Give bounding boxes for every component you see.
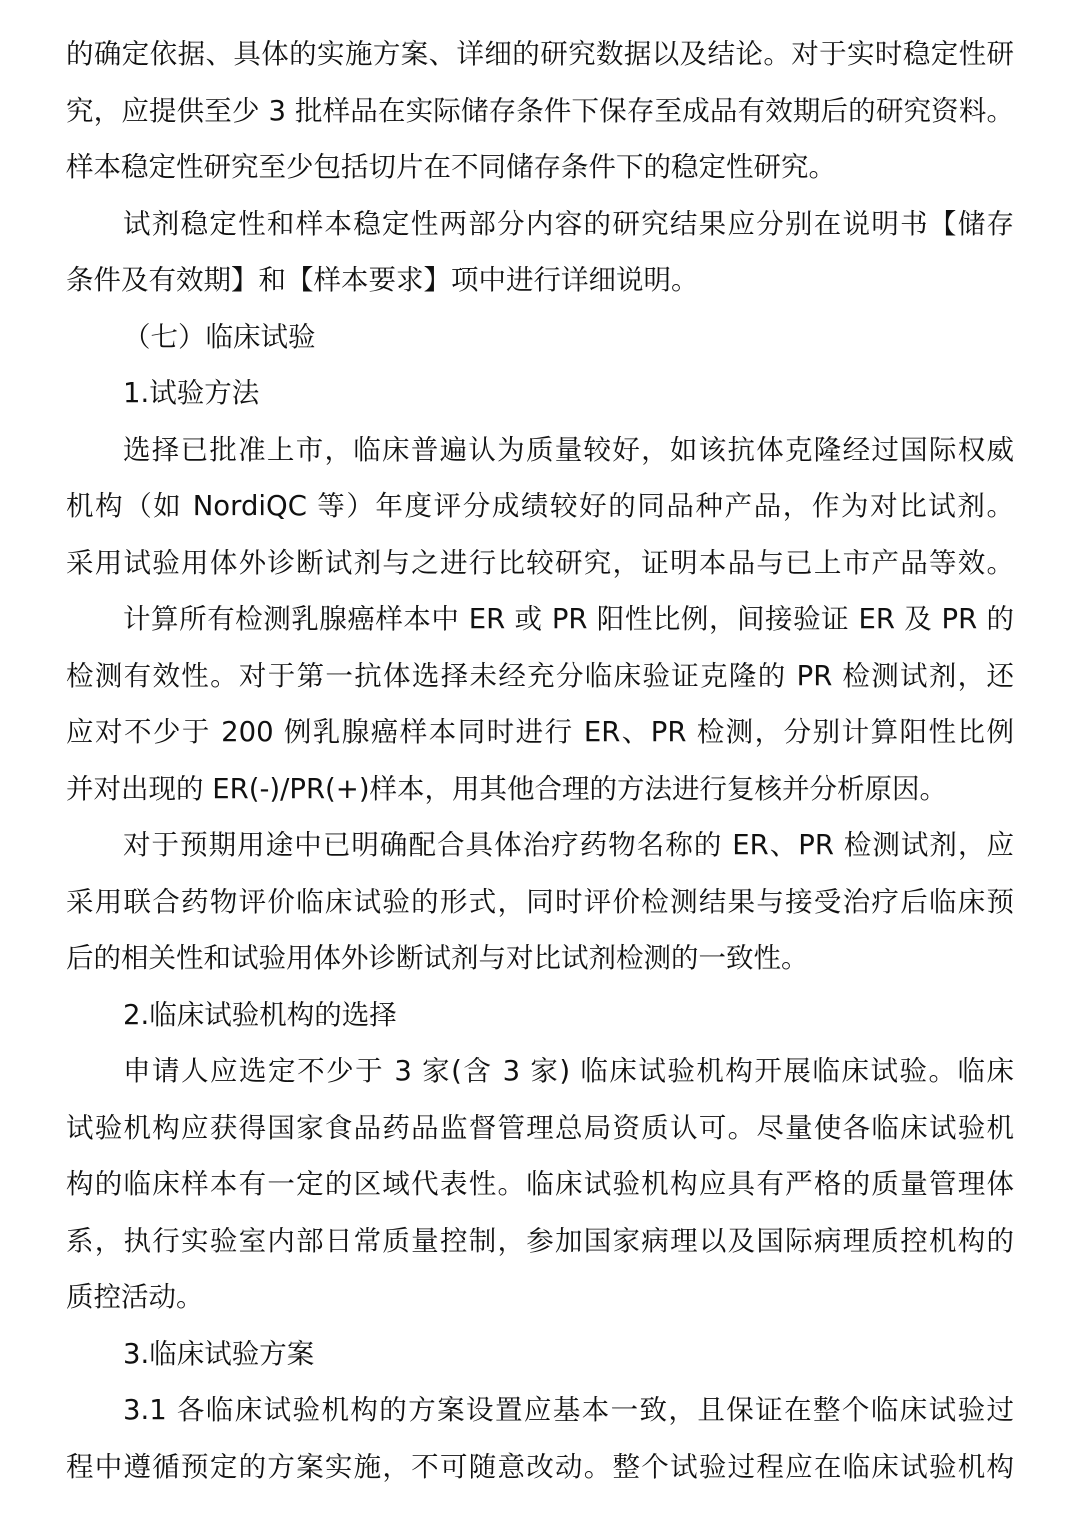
text-line: 后的相关性和试验用体外诊断试剂与对比试剂检测的一致性。 xyxy=(66,942,809,974)
text-line: 并对出现的 ER(-)/PR(+)样本，用其他合理的方法进行复核并分析原因。 xyxy=(66,772,948,805)
text-line: 3.临床试验方案 xyxy=(123,1337,315,1370)
text-line: 计算所有检测乳腺癌样本中 ER 或 PR 阳性比例，间接验证 ER 及 PR 的 xyxy=(123,603,1014,635)
text-line: 机构（如 NordiQC 等）年度评分成绩较好的同品种产品，作为对比试剂。 xyxy=(66,490,1014,522)
text-line: （七）临床试验 xyxy=(123,320,316,353)
text-line: 究，应提供至少 3 批样品在实际储存条件下保存至成品有效期后的研究资料。 xyxy=(66,94,1014,127)
text-line: 构的临床样本有一定的区域代表性。临床试验机构应具有严格的质量管理体 xyxy=(66,1168,1014,1200)
text-line: 质控活动。 xyxy=(66,1281,204,1313)
text-line: 程中遵循预定的方案实施，不可随意改动。整个试验过程应在临床试验机构 xyxy=(66,1450,1014,1483)
text-line: 采用试验用体外诊断试剂与之进行比较研究，证明本品与已上市产品等效。 xyxy=(66,546,1014,579)
text-line: 试验机构应获得国家食品药品监督管理总局资质认可。尽量使各临床试验机 xyxy=(66,1111,1014,1144)
text-line: 样本稳定性研究至少包括切片在不同储存条件下的稳定性研究。 xyxy=(66,151,836,183)
text-line: 系，执行实验室内部日常质量控制，参加国家病理以及国际病理质控机构的 xyxy=(66,1224,1014,1257)
text-line: 选择已批准上市，临床普遍认为质量较好，如该抗体克隆经过国际权威 xyxy=(123,433,1014,466)
text-line: 1.试验方法 xyxy=(123,377,260,409)
text-line: 申请人应选定不少于 3 家(含 3 家) 临床试验机构开展临床试验。临床 xyxy=(123,1055,1014,1087)
text-line: 3.1 各临床试验机构的方案设置应基本一致，且保证在整个临床试验过 xyxy=(123,1394,1014,1426)
text-line: 试剂稳定性和样本稳定性两部分内容的研究结果应分别在说明书【储存 xyxy=(123,207,1014,240)
text-line: 检测有效性。对于第一抗体选择未经充分临床验证克隆的 PR 检测试剂，还 xyxy=(66,659,1014,692)
text-line: 对于预期用途中已明确配合具体治疗药物名称的 ER、PR 检测试剂，应 xyxy=(123,829,1014,861)
text-line: 采用联合药物评价临床试验的形式，同时评价检测结果与接受治疗后临床预 xyxy=(66,885,1014,918)
text-line: 2.临床试验机构的选择 xyxy=(123,998,397,1031)
text-line: 条件及有效期】和【样本要求】项中进行详细说明。 xyxy=(66,264,699,296)
text-line: 应对不少于 200 例乳腺癌样本同时进行 ER、PR 检测，分别计算阳性比例 xyxy=(66,716,1014,748)
text-line: 的确定依据、具体的实施方案、详细的研究数据以及结论。对于实时稳定性研 xyxy=(66,38,1014,70)
